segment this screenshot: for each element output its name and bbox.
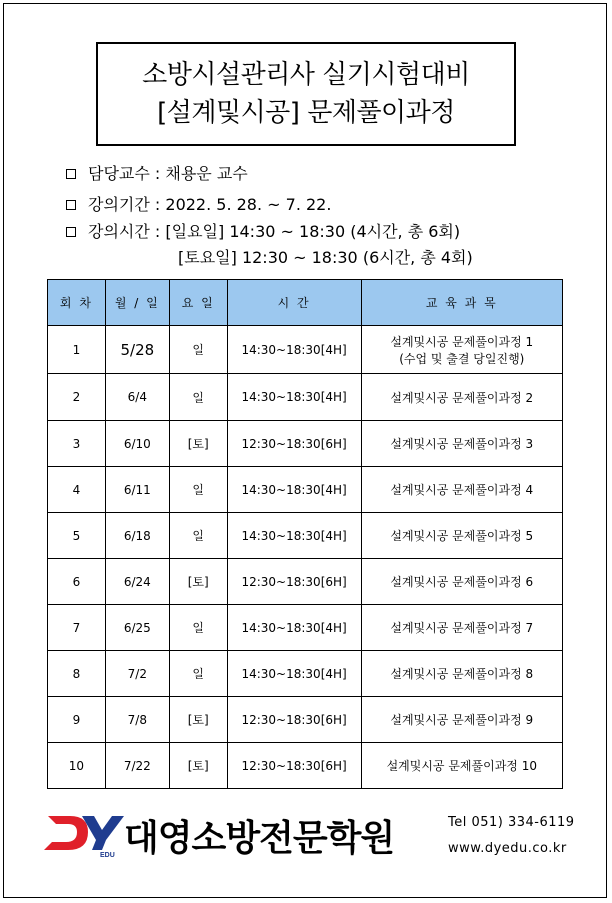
cell-day: 일 — [169, 374, 227, 421]
header-day: 요 일 — [169, 280, 227, 326]
cell-subject: 설계및시공 문제풀이과정 10 — [361, 743, 562, 789]
table-row — [48, 374, 563, 421]
dy-logo-icon — [44, 808, 124, 858]
info-time — [66, 221, 460, 243]
contact-web[interactable]: www.dyedu.co.kr — [448, 841, 567, 856]
table-row — [48, 559, 563, 605]
cell-day: 일 — [169, 513, 227, 559]
cell-date: 5/28 — [105, 326, 169, 374]
cell-no: 2 — [48, 374, 106, 421]
cell-subject — [361, 326, 562, 374]
cell-subject: 설계및시공 문제풀이과정 5 — [361, 513, 562, 559]
subject-note: (수업 및 출결 당일진행) — [399, 351, 525, 366]
cell-time: 14:30~18:30[4H] — [227, 513, 361, 559]
table-row — [48, 421, 563, 467]
cell-subject: 설계및시공 문제풀이과정 9 — [361, 697, 562, 743]
checkbox-bullet-icon — [66, 200, 76, 210]
header-no: 회 차 — [48, 280, 106, 326]
info-period — [66, 194, 331, 216]
table-row — [48, 651, 563, 697]
cell-day: [토] — [169, 743, 227, 789]
cell-subject: 설계및시공 문제풀이과정 7 — [361, 605, 562, 651]
cell-subject: 설계및시공 문제풀이과정 3 — [361, 421, 562, 467]
cell-no: 6 — [48, 559, 106, 605]
info-time-sat — [178, 247, 473, 269]
cell-date: 6/10 — [105, 421, 169, 467]
cell-time: 14:30~18:30[4H] — [227, 374, 361, 421]
cell-no: 5 — [48, 513, 106, 559]
cell-subject: 설계및시공 문제풀이과정 2 — [361, 374, 562, 421]
cell-no: 8 — [48, 651, 106, 697]
cell-time: 12:30~18:30[6H] — [227, 743, 361, 789]
cell-no: 1 — [48, 326, 106, 374]
cell-day: [토] — [169, 421, 227, 467]
cell-date: 6/4 — [105, 374, 169, 421]
title-line-2: [설계및시공] 문제풀이과정 — [157, 98, 455, 128]
schedule-table — [47, 279, 563, 789]
cell-date: 7/8 — [105, 697, 169, 743]
cell-time: 14:30~18:30[4H] — [227, 605, 361, 651]
period-text: 강의기간 : 2022. 5. 28. ~ 7. 22. — [88, 195, 332, 214]
table-header-row — [48, 280, 563, 326]
time-sat-text: [토요일] 12:30 ~ 18:30 (6시간, 총 4회) — [178, 248, 473, 267]
cell-time: 12:30~18:30[6H] — [227, 697, 361, 743]
table-row — [48, 513, 563, 559]
cell-date: 7/22 — [105, 743, 169, 789]
cell-subject: 설계및시공 문제풀이과정 4 — [361, 467, 562, 513]
cell-time: 14:30~18:30[4H] — [227, 651, 361, 697]
cell-no: 9 — [48, 697, 106, 743]
cell-date: 6/18 — [105, 513, 169, 559]
cell-day: [토] — [169, 697, 227, 743]
subject-text: 설계및시공 문제풀이과정 1 — [390, 334, 534, 349]
table-row — [48, 697, 563, 743]
brand-name: 대영소방전문학원 — [124, 818, 395, 859]
title-box — [96, 42, 516, 146]
table-row — [48, 467, 563, 513]
cell-subject: 설계및시공 문제풀이과정 8 — [361, 651, 562, 697]
cell-day: 일 — [169, 605, 227, 651]
header-date: 월 / 일 — [105, 280, 169, 326]
info-professor — [66, 163, 248, 185]
cell-time: 12:30~18:30[6H] — [227, 559, 361, 605]
professor-text: 담당교수 : 채용운 교수 — [88, 164, 248, 183]
time-sun-text: 강의시간 : [일요일] 14:30 ~ 18:30 (4시간, 총 6회) — [88, 222, 461, 241]
cell-no: 3 — [48, 421, 106, 467]
cell-day: 일 — [169, 651, 227, 697]
dy-logo — [44, 808, 124, 862]
table-row — [48, 605, 563, 651]
cell-no: 4 — [48, 467, 106, 513]
cell-no: 10 — [48, 743, 106, 789]
cell-no: 7 — [48, 605, 106, 651]
cell-date: 6/24 — [105, 559, 169, 605]
logo-sub-text: EDU — [100, 852, 115, 858]
cell-time: 14:30~18:30[4H] — [227, 467, 361, 513]
checkbox-bullet-icon — [66, 227, 76, 237]
cell-day: 일 — [169, 467, 227, 513]
cell-time: 12:30~18:30[6H] — [227, 421, 361, 467]
header-time: 시 간 — [227, 280, 361, 326]
title-line-1: 소방시설관리사 실기시험대비 — [142, 60, 470, 90]
checkbox-bullet-icon — [66, 169, 76, 179]
cell-subject: 설계및시공 문제풀이과정 6 — [361, 559, 562, 605]
table-row — [48, 743, 563, 789]
cell-date: 6/11 — [105, 467, 169, 513]
cell-day: [토] — [169, 559, 227, 605]
cell-time: 14:30~18:30[4H] — [227, 326, 361, 374]
cell-day: 일 — [169, 326, 227, 374]
header-subject: 교 육 과 목 — [361, 280, 562, 326]
contact-tel: Tel 051) 334-6119 — [448, 815, 575, 830]
table-row — [48, 326, 563, 374]
cell-date: 6/25 — [105, 605, 169, 651]
cell-date: 7/2 — [105, 651, 169, 697]
